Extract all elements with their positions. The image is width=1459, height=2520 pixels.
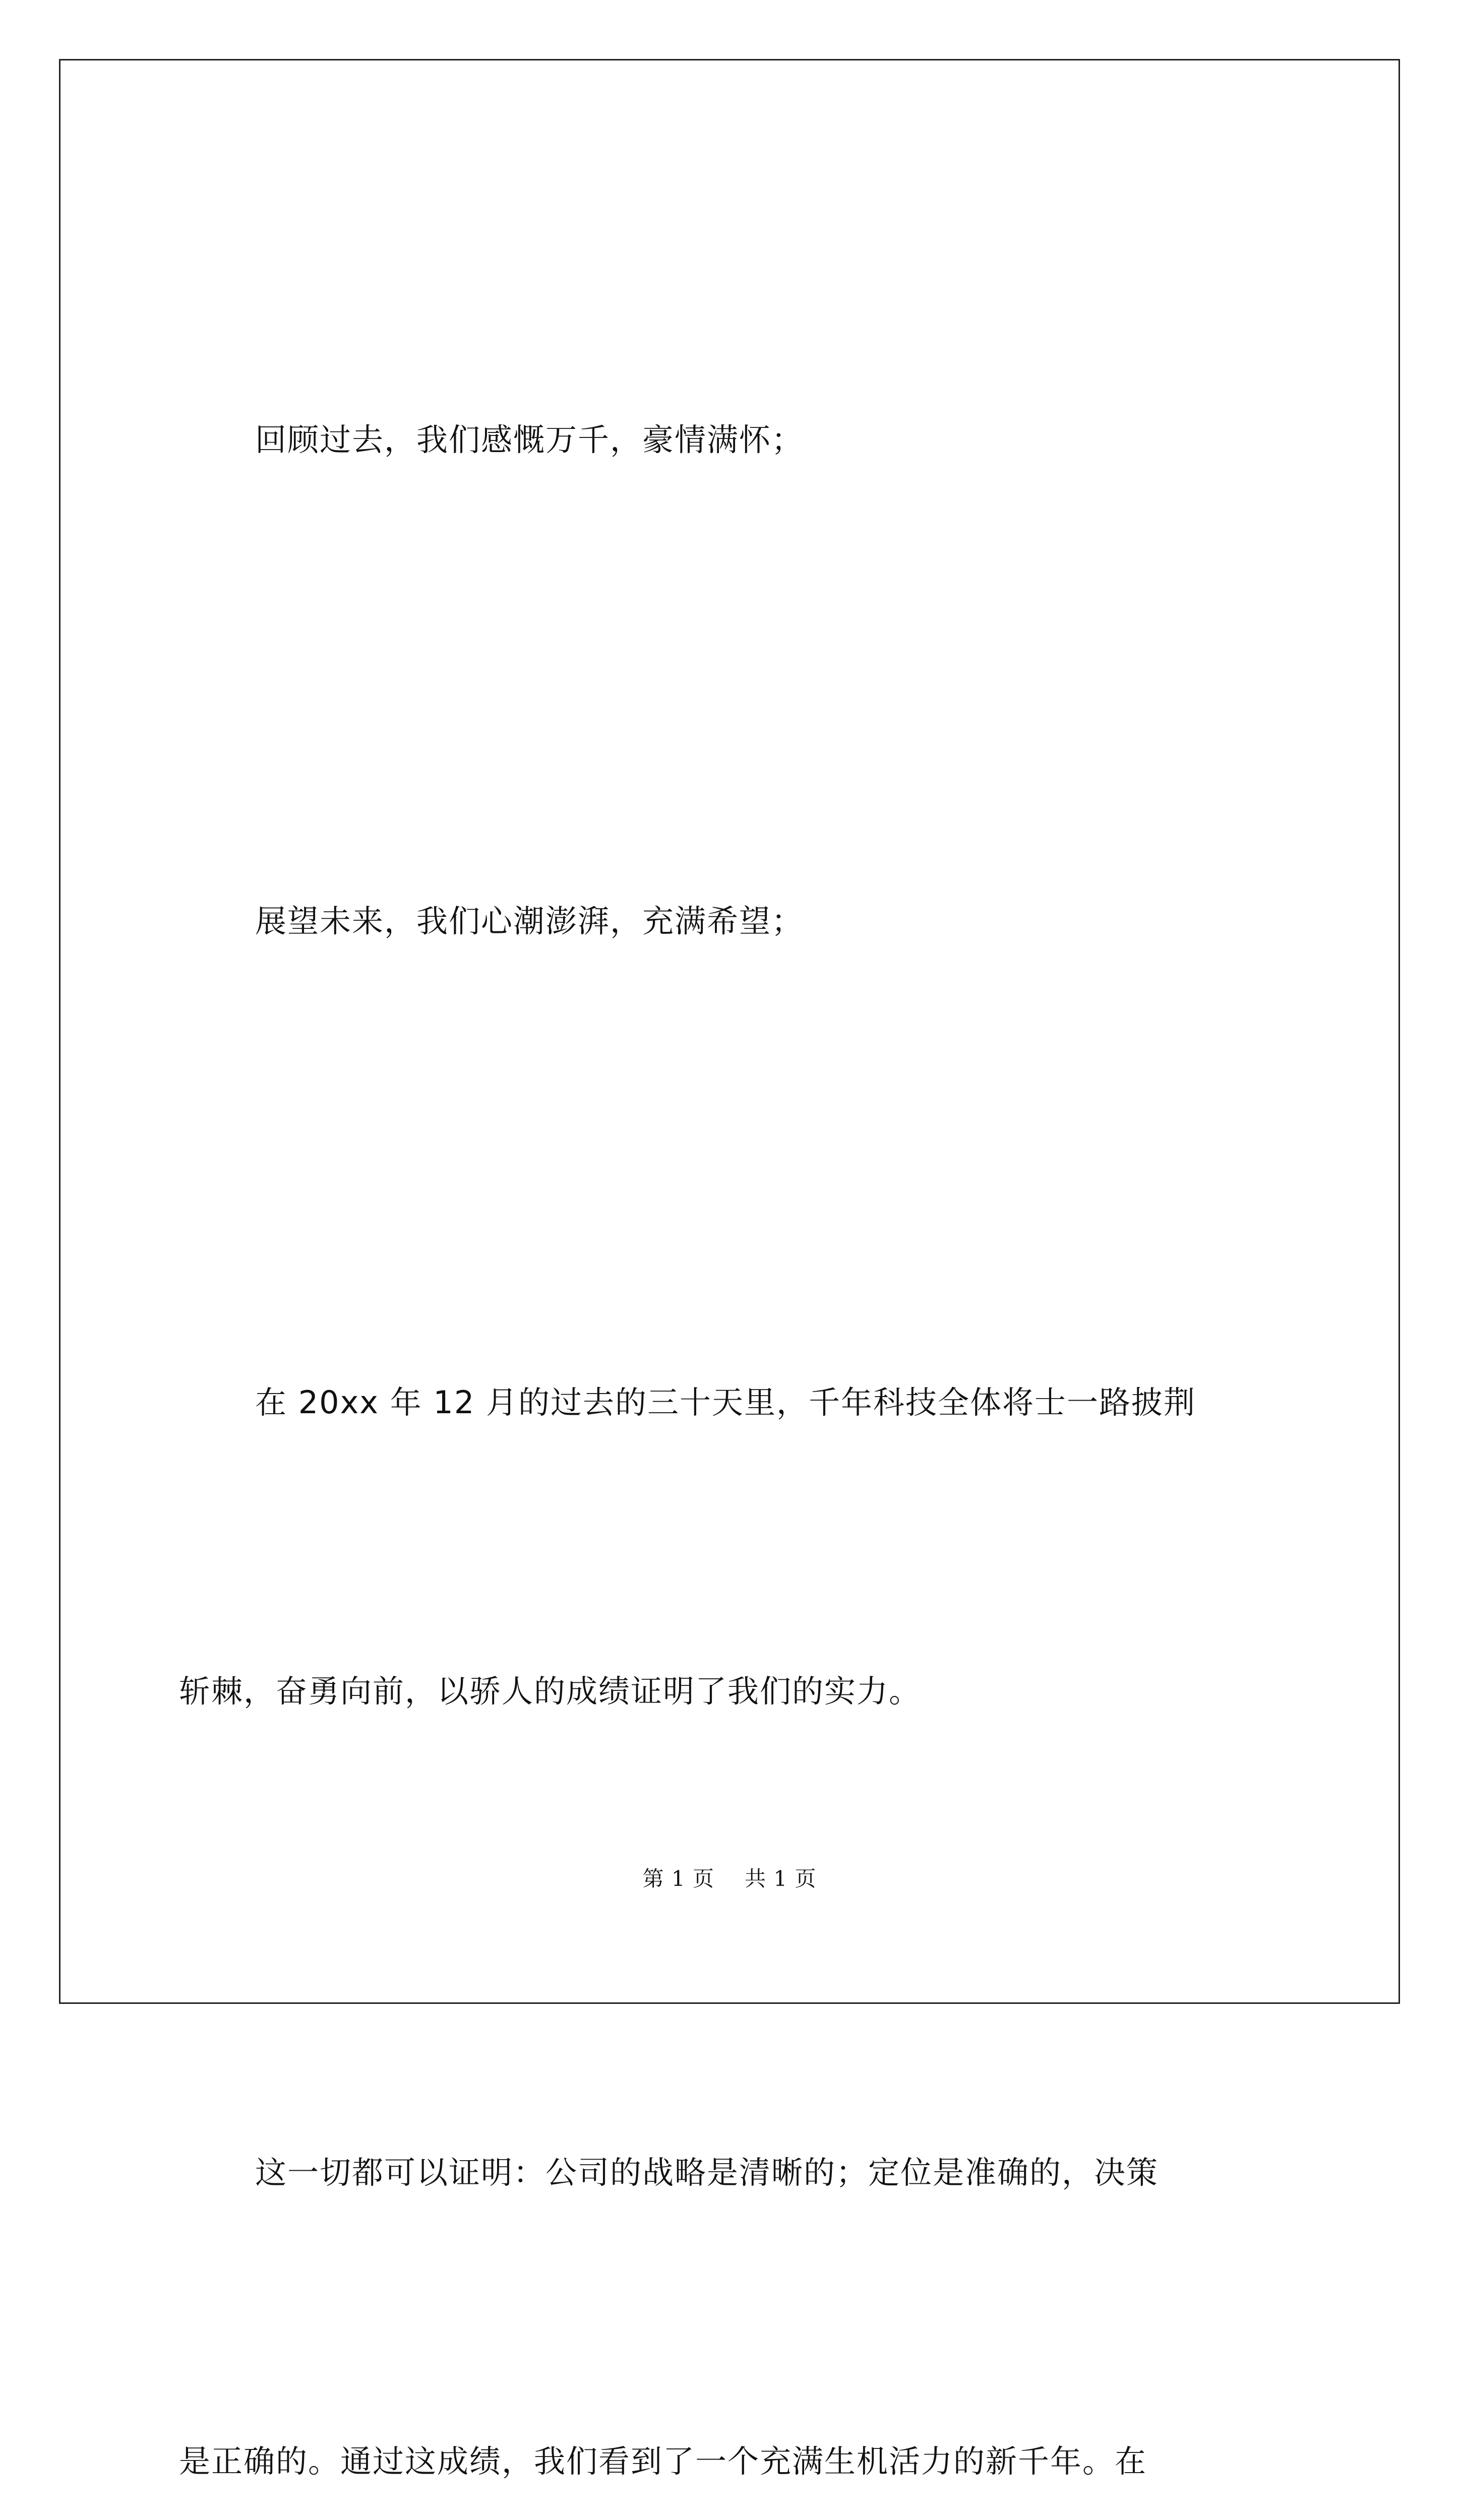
page-footer (0, 1862, 1459, 1893)
paragraph (179, 680, 1288, 1162)
paragraph-line: 展望未来，我们心潮澎湃，充满希望； (255, 903, 804, 939)
paragraph-line: 是正确的。通过这成绩，我们看到了一个充满生机活力的新千年。在 (179, 2443, 1147, 2480)
paragraph (179, 1162, 1288, 1932)
paragraph-line: 斩棘，奋勇向前，以骄人的成绩证明了我们的实力。 (179, 1673, 922, 1710)
paragraph (179, 199, 1288, 680)
paragraph-line: 回顾过去，我们感慨万千，豪情满怀； (255, 421, 804, 458)
page-number-current: 第 1 页 (642, 1866, 714, 1891)
paragraph-line: 这一切都可以证明：公司的战略是清晰的；定位是准确的，决策 (255, 2154, 1159, 2191)
page-number-total: 共 1 页 (745, 1866, 817, 1891)
document-body (179, 199, 1288, 2520)
paragraph (179, 1932, 1288, 2520)
paragraph-line: 在 20xx 年 12 月的过去的三十天里，千年科技全体将士一路披荆 (255, 1384, 1196, 1421)
